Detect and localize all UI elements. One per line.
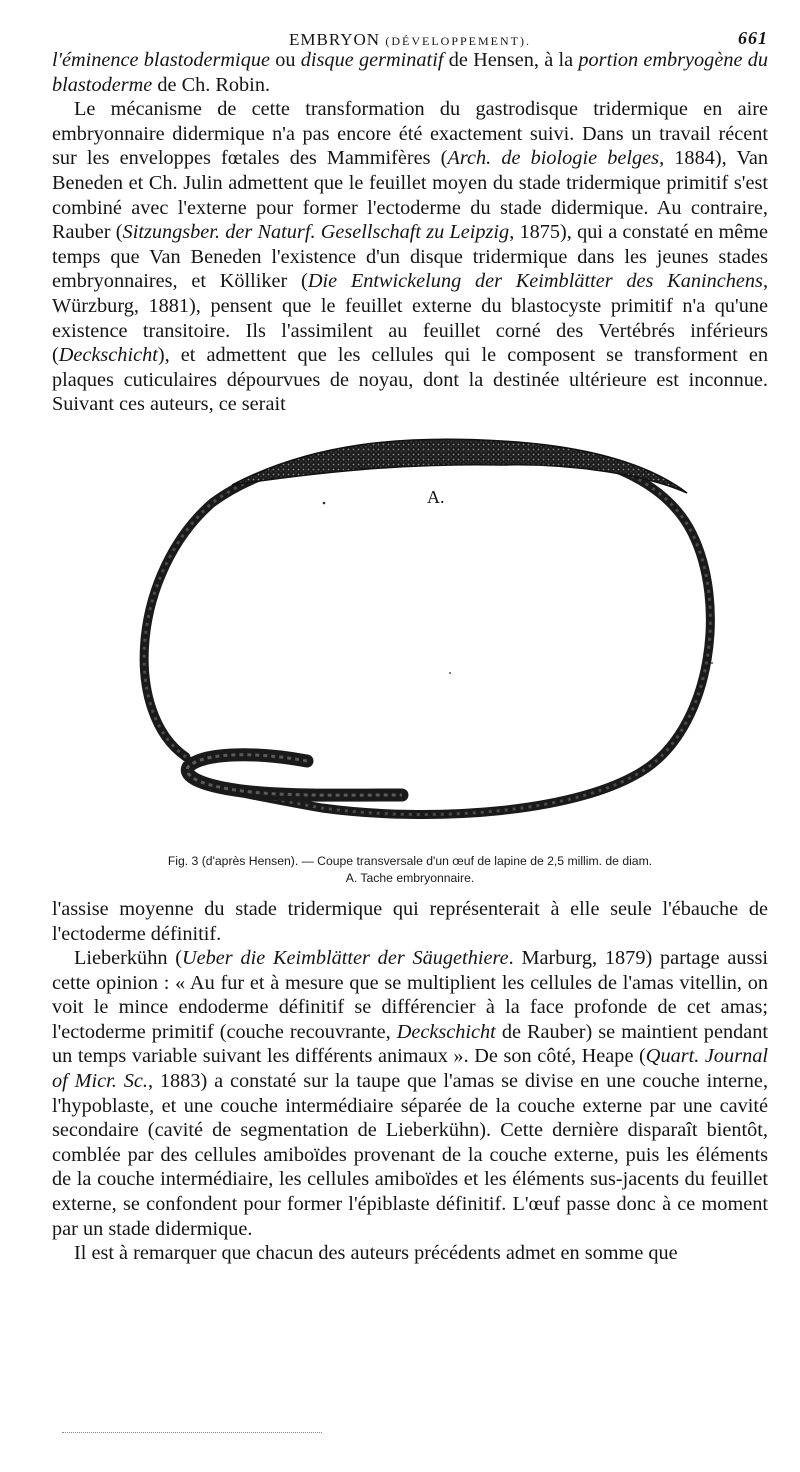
term-deckschicht-2: Deckschicht — [396, 1020, 496, 1043]
text-run: l'assise moyenne du stade tridermique qui représenterait à elle seule l'ébauche de l'ectoderme définitif. — [52, 897, 768, 945]
text-run: Le mécanisme de cette transformation du gastrodisque tridermique en aire embryonnaire didermique n'a pas encore été exactement suivi. Dans un travail récent sur les enveloppes fœtales des Mammifères ( — [52, 98, 768, 170]
running-title-sub: (DÉVELOPPEMENT). — [385, 34, 531, 48]
text-run: de Ch. Robin. — [152, 73, 271, 96]
figure-caption-line1: Fig. 3 (d'après Hensen). — Coupe transversale d'un œuf de lapine de 2,5 millim. de diam. — [167, 853, 653, 868]
running-head — [52, 22, 768, 48]
citation-arch-biologie: Arch. de biologie belges — [447, 147, 660, 170]
embryonic-spot — [232, 439, 687, 493]
figure-label-a: A. — [427, 486, 445, 507]
book-page — [52, 22, 768, 1266]
text-run: , 1883) a constaté sur la taupe que l'amas se divise en une couche interne, l'hypoblaste, et une couche intermédiaire séparée de la couche externe par une cavité secondaire (cavité de segmentation de Lieberkühn). Cette dernière disparaît bientôt, comblée par des cellules amiboïdes provenant de la couche externe, puis les éléments de la couche intermédiaire, les cellules amiboïdes et les éléments sus-jacents du feuillet externe, se confondent pour former l'épiblaste définitif. L'œuf passe donc à ce moment par un stade didermique. — [52, 1070, 769, 1240]
text-run: de Rauber) se maintient pendant un temps variable suivant les différents animaux ». De son côté, Heape ( — [52, 1020, 768, 1068]
term-disque: disque germinatif — [300, 49, 444, 71]
figure-caption-line2: A. Tache embryonnaire. — [345, 870, 475, 885]
footer-rule — [62, 1432, 322, 1433]
text-run: . Marburg, 1879) partage aussi cette opinion : « Au fur et à mesure que se multiplient les cellules de l'amas vitellin, on voit le mince endoderme définitif se différencier à la face profonde de cet amas; l'ectoderme primitif (couche recouvrante, — [52, 947, 768, 1043]
text-run: Il est à remarquer que chacun des auteurs précédents admet en somme que — [74, 1242, 678, 1265]
term-deckschicht: Deckschicht — [58, 344, 158, 367]
text-run: , 1884), Van Beneden et Ch. Julin admettent que le feuillet moyen du stade tridermique primitif s'est combiné avec l'externe pour former l'ectoderme du stade didermique. Au contraire, Rauber ( — [52, 147, 768, 244]
term-eminence: l'éminence blastodermique — [52, 49, 270, 71]
citation-sitzungsber: Sitzungsber. der Naturf. Gesellschaft zu Leipzig — [122, 221, 510, 244]
text-run: , Würzburg, 1881), pensent que le feuillet externe du blastocyste primitif n'a qu'une existence transitoire. Ils l'assimilent au feuillet corné des Vertébrés inférieurs ( — [52, 270, 769, 367]
paragraph-mecanisme — [52, 97, 768, 417]
figure-caption — [52, 853, 768, 887]
paragraph-remarquer — [52, 1241, 768, 1266]
citation-ueber-keimblatter: Ueber die Keimblätter der Säugethiere — [182, 947, 509, 970]
citation-quart-journal: Quart. Journal of Micr. Sc. — [52, 1045, 768, 1093]
text-run: ou — [269, 49, 301, 71]
egg-section-illustration — [102, 423, 722, 853]
text-run: Lieberkühn ( — [74, 947, 183, 970]
text-run: de Hensen, à la — [443, 49, 579, 71]
term-portion: portion embryogène du blastoderme — [52, 49, 769, 96]
text-run: , 1875), qui a constaté en même temps que Van Beneden l'existence d'un disque tridermique dans les jeunes stades embryonnaires, et Kölliker ( — [52, 221, 768, 293]
running-title — [52, 30, 768, 50]
paragraph-lieberkuhn — [52, 946, 768, 1241]
figure-3 — [52, 423, 768, 853]
paragraph-assise — [52, 897, 768, 946]
egg-wall-fold — [187, 755, 402, 795]
paragraph-eminence — [52, 48, 768, 97]
text-run: ), et admettent que les cellules qui le composent se transforment en plaques cuticulaires dépourvues de noyau, dont la destinée ultérieure est inconnue. Suivant ces auteurs, ce serait — [52, 344, 768, 416]
page-number: 661 — [738, 28, 768, 48]
citation-entwickelung: Die Entwickelung der Keimblätter des Kaninchens — [307, 270, 763, 293]
running-title-main: EMBRYON — [289, 30, 381, 49]
